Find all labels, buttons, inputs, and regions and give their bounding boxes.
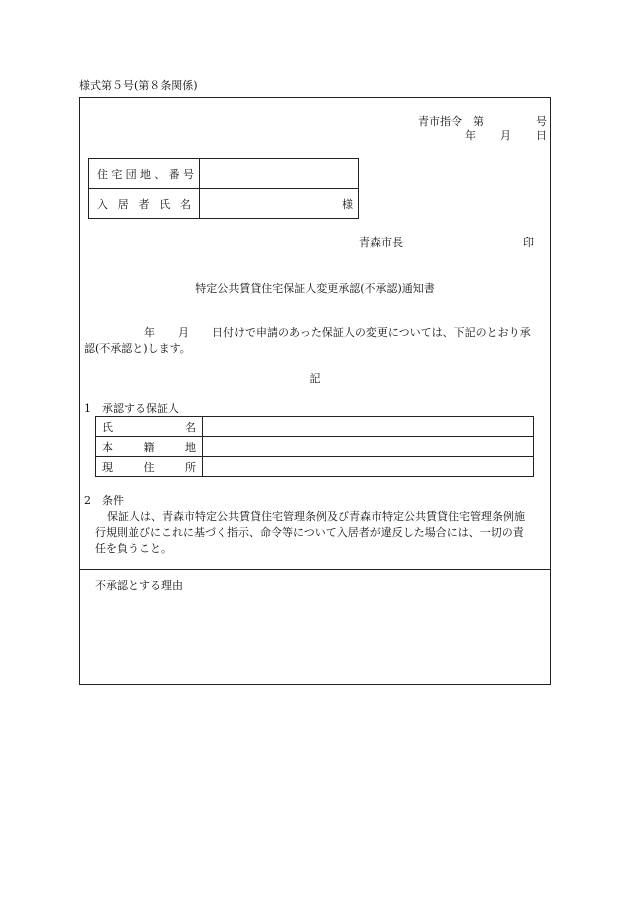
guarantor-name-value-cell[interactable] — [203, 417, 534, 437]
table-row — [96, 437, 534, 457]
honorific-sama: 様 — [342, 197, 353, 211]
guarantor-address-label-cell — [96, 457, 203, 477]
tenant-table — [88, 158, 359, 219]
section1-heading: 1 承認する保証人 — [84, 402, 179, 415]
body-line-2: 認(不承認と)します。 — [84, 342, 191, 355]
tenant-name-value-cell[interactable] — [200, 189, 359, 219]
guarantor-domicile-label-cell — [96, 437, 203, 457]
reason-text-area[interactable] — [88, 596, 542, 680]
date-month: 月 — [500, 129, 511, 142]
seal-mark: 印 — [523, 236, 534, 249]
issuer-name: 青森市長 — [359, 236, 403, 249]
table-row — [96, 417, 534, 437]
table-row — [89, 159, 359, 189]
date-year: 年 — [465, 129, 476, 142]
reason-label: 不承認とする理由 — [95, 579, 183, 592]
doc-number-prefix: 青市指令 第 — [418, 115, 484, 128]
body-month: 月 — [178, 326, 189, 339]
guarantor-name-label-cell — [96, 417, 203, 437]
guarantor-name-label: 氏 名 — [102, 420, 196, 434]
body-year: 年 — [144, 326, 155, 339]
condition-line-2: 行規則並びにこれに基づく指示、命令等について入居者が違反した場合には、一切の責 — [95, 526, 524, 539]
guarantor-table — [95, 416, 534, 477]
body-line-1: 日付けで申請のあった保証人の変更については、下記のとおり承 — [212, 326, 531, 339]
guarantor-domicile-value-cell[interactable] — [203, 437, 534, 457]
housing-label-cell — [89, 159, 200, 189]
reason-divider — [79, 569, 551, 570]
doc-number-suffix: 号 — [536, 115, 547, 128]
document-title: 特定公共賃貸住宅保証人変更承認(不承認)通知書 — [195, 282, 435, 295]
housing-label: 住 宅 団 地 、 番 号 — [97, 167, 194, 181]
tenant-name-label-cell — [89, 189, 200, 219]
guarantor-address-value-cell[interactable] — [203, 457, 534, 477]
section2-heading: 2 条件 — [84, 494, 124, 507]
housing-value-cell[interactable] — [200, 159, 359, 189]
table-row — [89, 189, 359, 219]
tenant-name-label: 入 居 者 氏 名 — [97, 197, 191, 211]
guarantor-domicile-label: 本 籍 地 — [102, 440, 196, 454]
table-row — [96, 457, 534, 477]
condition-line-1: 保証人は、青森市特定公共賃貸住宅管理条例及び青森市特定公共賃貸住宅管理条例施 — [107, 510, 525, 523]
form-label: 様式第５号(第８条関係) — [79, 79, 198, 92]
guarantor-address-label: 現 住 所 — [102, 460, 196, 474]
condition-line-3: 任を負うこと。 — [95, 542, 172, 555]
date-day: 日 — [536, 129, 547, 142]
ki-heading: 記 — [309, 372, 321, 385]
